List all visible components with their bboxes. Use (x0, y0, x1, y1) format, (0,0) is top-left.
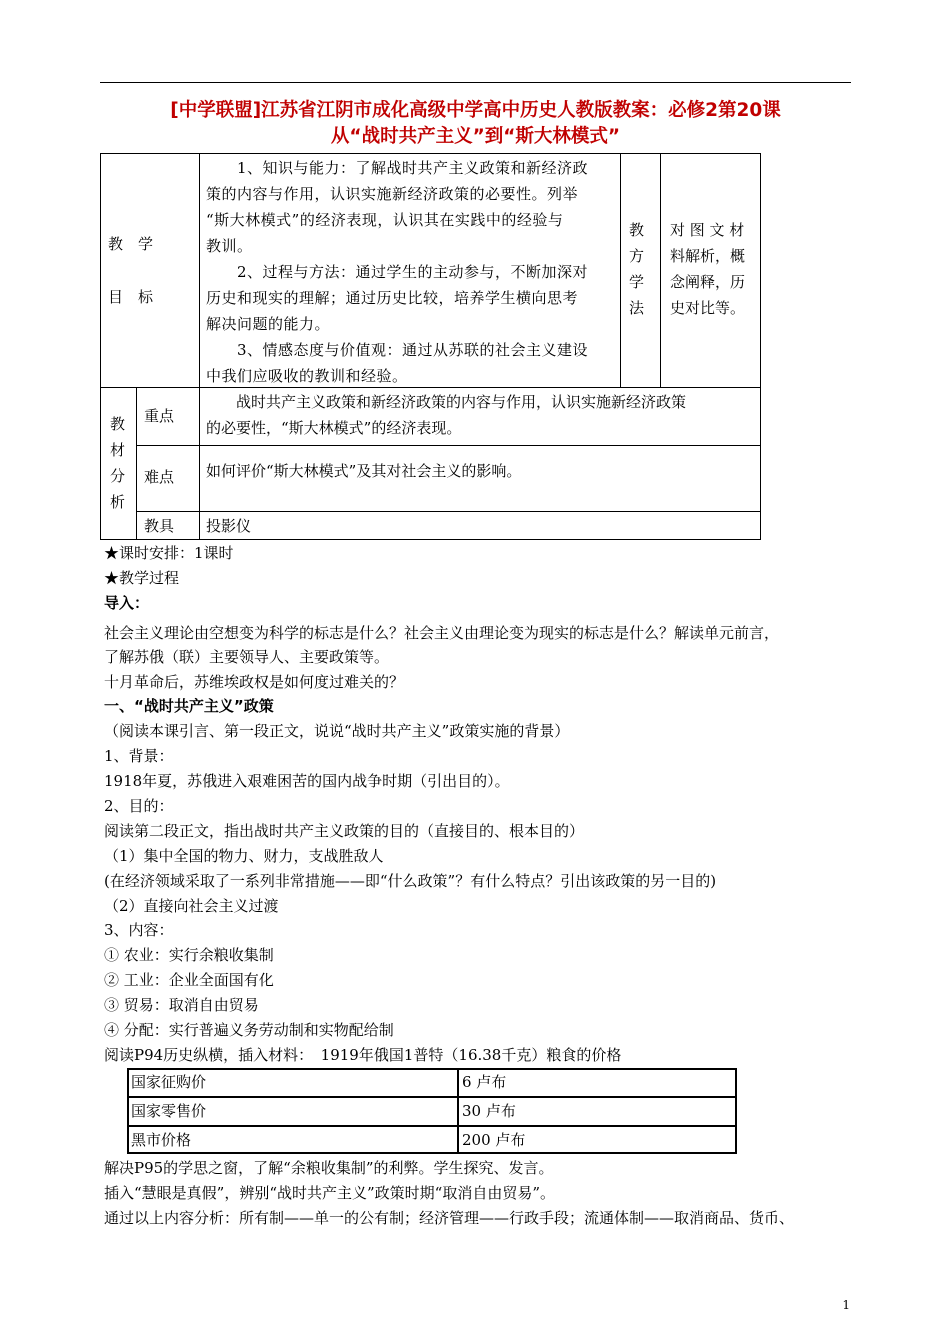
paragraph: 了解苏俄（联）主要领导人、主要政策等。 (104, 648, 390, 666)
paragraph: （2）直接向社会主义过渡 (104, 897, 279, 915)
paragraph: (在经济领域采取了一系列非常措施——即“什么政策”？有什么特点？引出该政策的另一目的) (104, 872, 717, 890)
paragraph: 2、目的： (104, 797, 174, 815)
paragraph: （阅读本课引言、第一段正文，说说“战时共产主义”政策实施的背景） (104, 722, 570, 740)
table-cell: 6 卢布 (462, 1073, 507, 1091)
difficulty-label: 难点 (144, 468, 175, 486)
table-cell: 国家零售价 (131, 1102, 207, 1120)
method-label: 教 方 学 法 (629, 221, 645, 317)
list-item: ② 工业：企业全面国有化 (104, 971, 274, 989)
key-label: 重点 (144, 407, 175, 425)
schedule-line: ★课时安排：1课时 (104, 544, 234, 562)
key-text: 战时共产主义政策和新经济政策的内容与作用，认识实施新经济政策 的必要性，“斯大林模式”的经济表现。 (206, 393, 687, 437)
doc-title-line2: 从“战时共产主义”到“斯大林模式” (330, 126, 621, 147)
difficulty-text: 如何评价“斯大林模式”及其对社会主义的影响。 (206, 462, 522, 480)
paragraph: 3、内容： (104, 921, 174, 939)
list-item: ④ 分配：实行普遍义务劳动制和实物配给制 (104, 1021, 394, 1039)
method-text: 对 图 文 材 料解析，概 念阐释，历 史对比等。 (670, 221, 746, 317)
paragraph: 解决P95的学思之窗，了解“余粮收集制”的利弊。学生探究、发言。 (104, 1159, 554, 1177)
paragraph: （1）集中全国的物力、财力，支战胜敌人 (104, 847, 384, 865)
paragraph: 1918年夏，苏俄进入艰难困苦的国内战争时期（引出目的）。 (104, 772, 510, 790)
list-item: ① 农业：实行余粮收集制 (104, 946, 274, 964)
goal-text: 1、知识与能力：了解战时共产主义政策和新经济政 策的内容与作用，认识实施新经济政策的必要性。列举 “斯大林模式”的经济表现，认识其在实践中的经验与 教训。 2、过程与方法：通过学生的主动参与，不断加深对 历史和现实的理解；通过历史比较，培养学生横向思考 解决问题的能力。 3、情感态度与价值观：通过从苏联的社会主义建设 中我们应吸收的教训和经验。 (206, 159, 589, 385)
paragraph: 阅读P94历史纵横，插入材料： 1919年俄国1普特（16.38千克）粮食的价格 (104, 1046, 622, 1064)
table-cell: 30 卢布 (462, 1102, 516, 1120)
analysis-label: 教 材 分 析 (110, 415, 126, 511)
table-cell: 国家征购价 (131, 1073, 207, 1091)
tool-text: 投影仪 (206, 517, 252, 535)
tool-label: 教具 (144, 517, 175, 535)
paragraph: 阅读第二段正文，指出战时共产主义政策的目的（直接目的、根本目的） (104, 822, 585, 840)
paragraph: 通过以上内容分析：所有制——单一的公有制；经济管理——行政手段；流通体制——取消商品、货币、 (104, 1209, 795, 1227)
page-number: 1 (842, 1298, 850, 1312)
paragraph: 社会主义理论由空想变为科学的标志是什么？社会主义由理论变为现实的标志是什么？解读单元前言， (104, 624, 780, 642)
table-cell: 200 卢布 (462, 1131, 526, 1149)
paragraph: 插入“慧眼是真假”，辨别“战时共产主义”政策时期“取消自由贸易”。 (104, 1184, 556, 1202)
goal-label-1: 教 学 (108, 235, 154, 253)
header-rule (100, 82, 851, 83)
table-cell: 黑市价格 (131, 1131, 192, 1149)
list-item: ③ 贸易：取消自由贸易 (104, 996, 259, 1014)
section-heading: 一、“战时共产主义”政策 (104, 697, 274, 715)
intro-heading: 导入： (104, 594, 150, 612)
paragraph: 1、背景： (104, 747, 174, 765)
paragraph: 十月革命后，苏维埃政权是如何度过难关的？ (104, 673, 405, 691)
goal-label-2: 目 标 (108, 288, 154, 306)
process-heading: ★教学过程 (104, 569, 180, 587)
doc-title-line1: [中学联盟]江苏省江阴市成化高级中学高中历史人教版教案：必修2第20课 (170, 100, 781, 121)
